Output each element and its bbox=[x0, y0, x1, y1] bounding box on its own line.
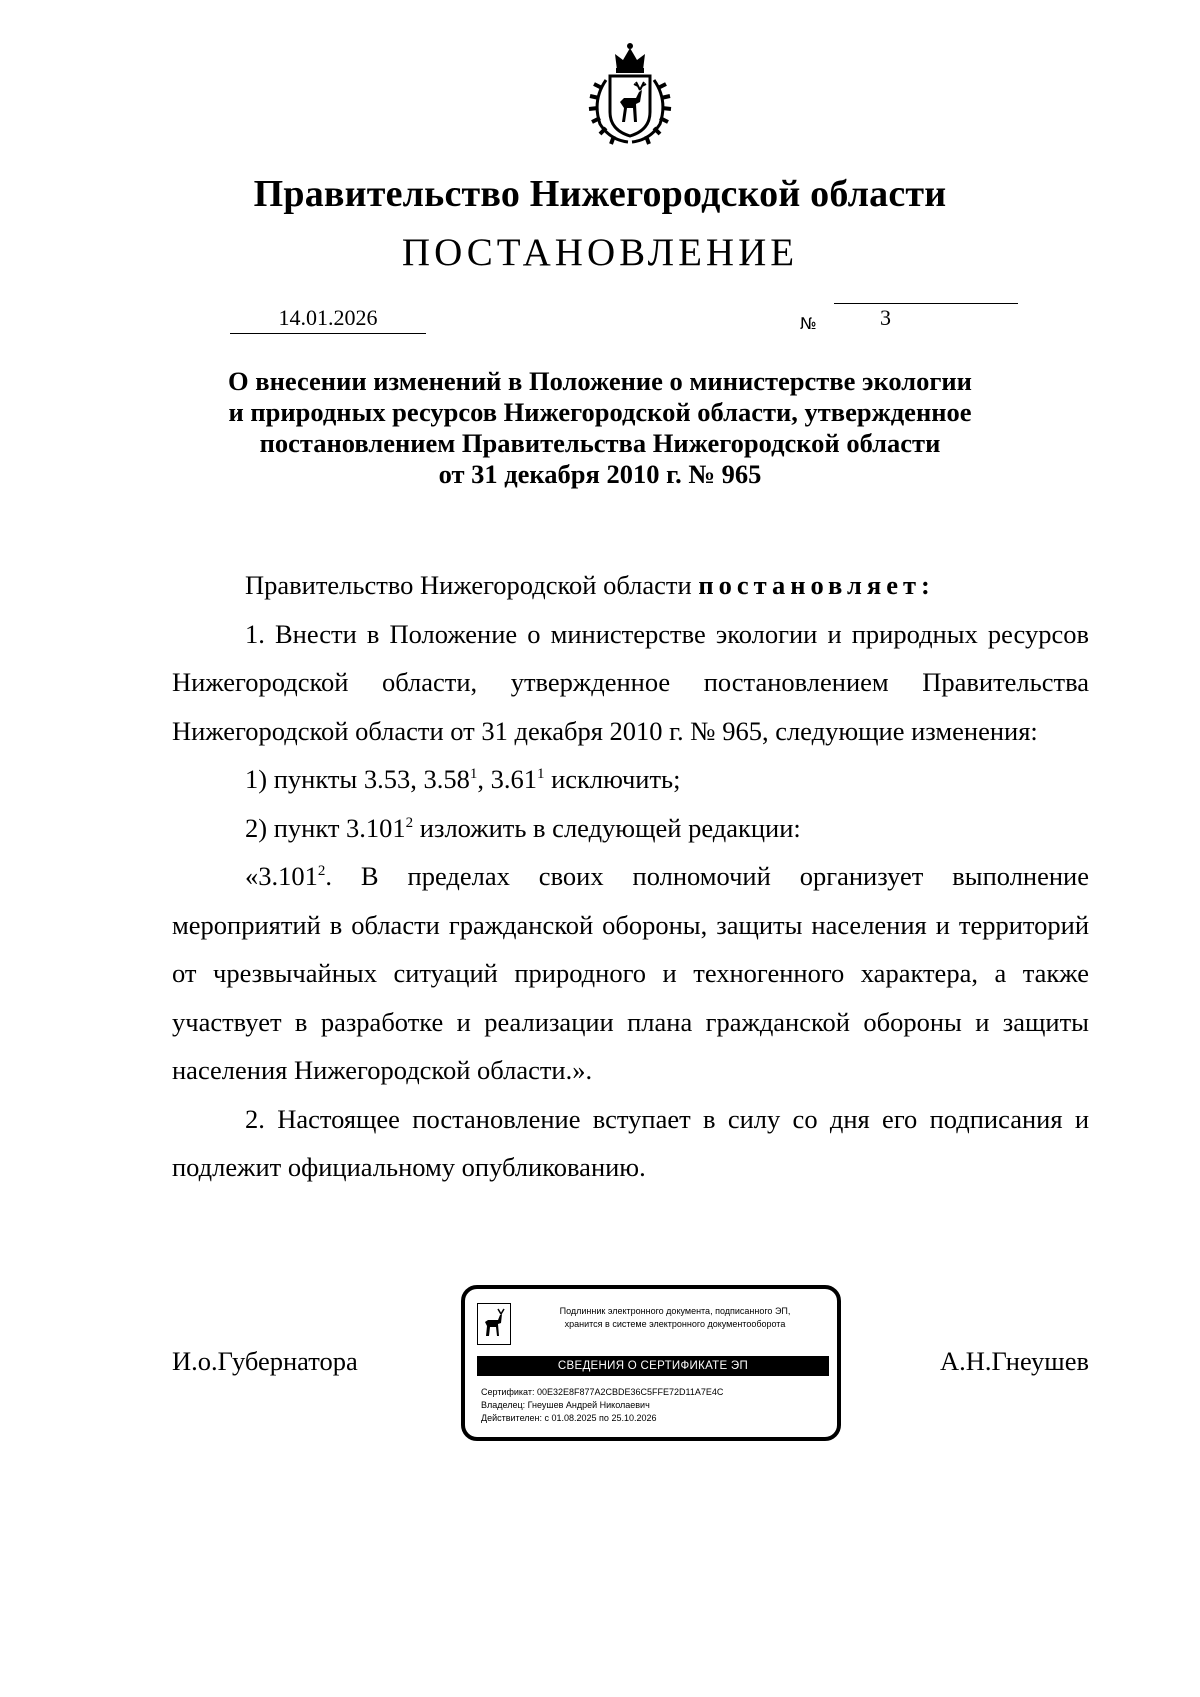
certificate-owner: Владелец: Гнеушев Андрей Николаевич bbox=[481, 1400, 650, 1410]
document-body bbox=[172, 561, 1089, 1192]
government-name: Правительство Нижегородской области bbox=[253, 173, 947, 215]
item-2 bbox=[172, 804, 1089, 853]
signatory-role: И.о.Губернатора bbox=[172, 1346, 358, 1376]
subject-line: и природных ресурсов Нижегородской области, утвержденное bbox=[228, 397, 972, 427]
quoted-clause bbox=[172, 852, 1089, 1095]
item-1-text: 1) пункты 3.53, 3.58 bbox=[245, 764, 470, 794]
superscript: 1 bbox=[536, 766, 545, 783]
quote-text: . В пределах своих полномочий организует выполнение мероприятий в области гражданской обороны, защиты населения и территорий от чрезвычайных ситуаций природного и техногенного характера, а также участвует в разработке и реализации плана гражданской обороны и защиты населения Нижегородской области.». bbox=[172, 861, 1089, 1085]
paragraph-2: 2. Настоящее постановление вступает в силу со дня его подписания и подлежит официальному опубликованию. bbox=[172, 1103, 1089, 1182]
superscript: 1 bbox=[469, 766, 478, 783]
electronic-signature-stamp bbox=[461, 1285, 841, 1441]
stamp-header-line: хранится в системе электронного документооборота bbox=[564, 1319, 786, 1329]
number-label: № bbox=[800, 314, 817, 333]
stamp-header-line: Подлинник электронного документа, подписанного ЭП, bbox=[559, 1306, 791, 1316]
stamp-header bbox=[525, 1305, 825, 1331]
intro-paragraph bbox=[172, 561, 1089, 610]
signatory-name: А.Н.Гнеушев bbox=[939, 1346, 1089, 1376]
document-number: 3 bbox=[880, 305, 891, 330]
intro-text: Правительство Нижегородской области bbox=[245, 570, 692, 600]
certificate-details bbox=[481, 1386, 723, 1425]
item-1-text: исключить; bbox=[544, 764, 681, 794]
paragraph-1: 1. Внести в Положение о министерстве экологии и природных ресурсов Нижегородской области, утвержденное постановлением Правительства Нижегородской области от 31 декабря 2010 г. № 965, следующие изменения: bbox=[172, 618, 1089, 746]
subject-line: О внесении изменений в Положение о министерстве экологии bbox=[228, 366, 972, 396]
document-date: 14.01.2026 bbox=[230, 303, 426, 334]
item-2-text: 2) пункт 3.101 bbox=[245, 812, 406, 843]
certificate-validity: Действителен: с 01.08.2025 по 25.10.2026 bbox=[481, 1413, 657, 1423]
coat-of-arms-icon bbox=[570, 40, 690, 148]
document-subject bbox=[150, 366, 1050, 490]
deer-emblem-icon bbox=[477, 1303, 511, 1345]
certificate-info-banner: СВЕДЕНИЯ О СЕРТИФИКАТЕ ЭП bbox=[477, 1356, 829, 1376]
subject-line: от 31 декабря 2010 г. № 965 bbox=[438, 459, 762, 489]
intro-verb: постановляет: bbox=[698, 570, 935, 600]
item-1-text: , 3.61 bbox=[477, 764, 537, 794]
item-1 bbox=[172, 755, 1089, 804]
superscript: 2 bbox=[317, 863, 326, 880]
document-number-field bbox=[834, 303, 1018, 330]
superscript: 2 bbox=[405, 814, 414, 831]
quote-text: «3.101 bbox=[245, 861, 318, 891]
subject-line: постановлением Правительства Нижегородской области bbox=[259, 428, 941, 458]
certificate-serial: Сертификат: 00E32E8F877A2CBDE36C5FFE72D11A7E4C bbox=[481, 1387, 724, 1397]
document-type: ПОСТАНОВЛЕНИЕ bbox=[401, 231, 799, 274]
item-2-text: изложить в следующей редакции: bbox=[413, 812, 801, 843]
